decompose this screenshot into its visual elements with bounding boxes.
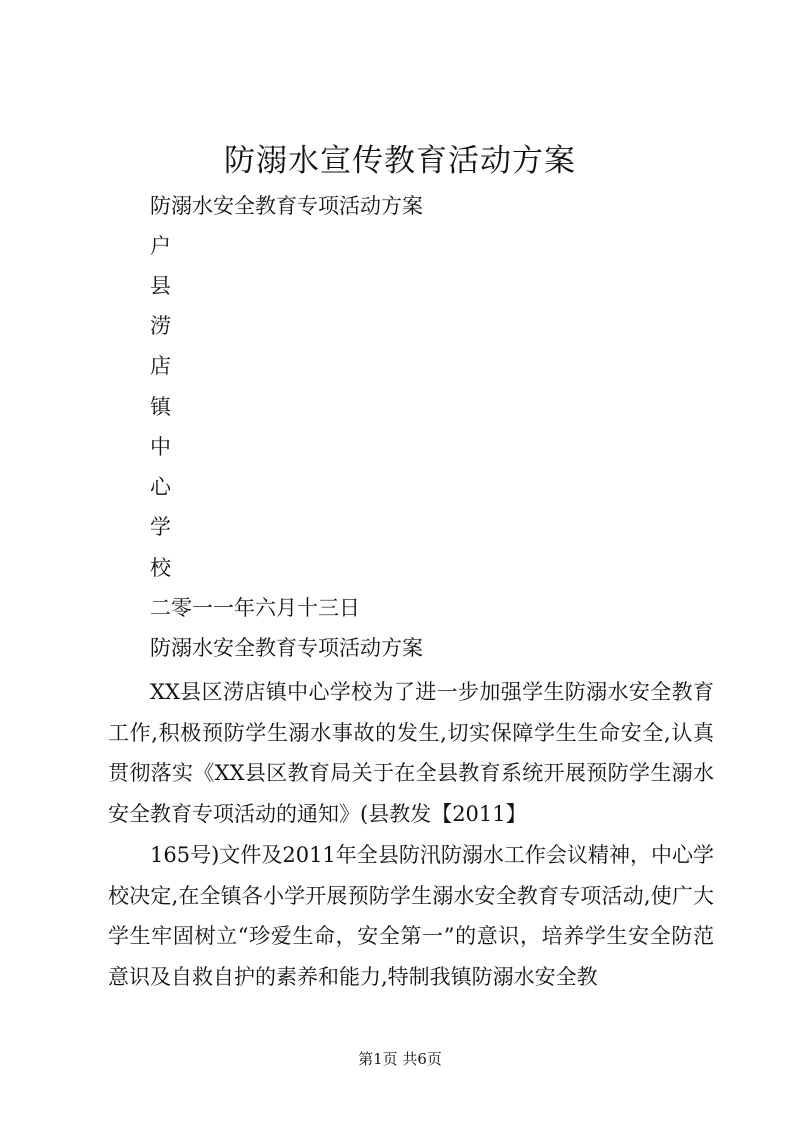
subtitle: 防溺水安全教育专项活动方案 xyxy=(150,194,423,218)
vertical-char: 校 xyxy=(150,556,171,580)
vertical-char: 学 xyxy=(150,515,171,539)
vertical-char: 涝 xyxy=(150,314,171,338)
vertical-char: 镇 xyxy=(150,395,171,419)
vertical-char: 心 xyxy=(150,475,171,499)
vertical-char: 店 xyxy=(150,354,171,378)
vertical-char: 中 xyxy=(150,435,171,459)
section-heading: 防溺水安全教育专项活动方案 xyxy=(150,636,423,660)
document-date: 二零一一年六月十三日 xyxy=(150,596,360,620)
page-number: 第1页 共6页 xyxy=(358,1050,442,1068)
document-title: 防溺水宣传教育活动方案 xyxy=(224,143,576,179)
vertical-char: 户 xyxy=(150,234,171,258)
body-paragraph-1: XX县区涝店镇中心学校为了进一步加强学生防溺水安全教育工作,积极预防学生溺水事故的发生,切实保障学生生命安全,认真贯彻落实《XX县区教育局关于在全县教育系统开展预防学生溺水安全教育专项活动的通知》(县教发【2011】 xyxy=(108,680,714,826)
body-paragraph-2: 165号)文件及2011年全县防汛防溺水工作会议精神，中心学校决定,在全镇各小学开展预防学生溺水安全教育专项活动,使广大学生牢固树立“珍爱生命，安全第一”的意识，培养学生安全防范意识及自救自护的素养和能力,特制我镇防溺水安全教 xyxy=(108,843,714,989)
vertical-char: 县 xyxy=(150,274,171,298)
